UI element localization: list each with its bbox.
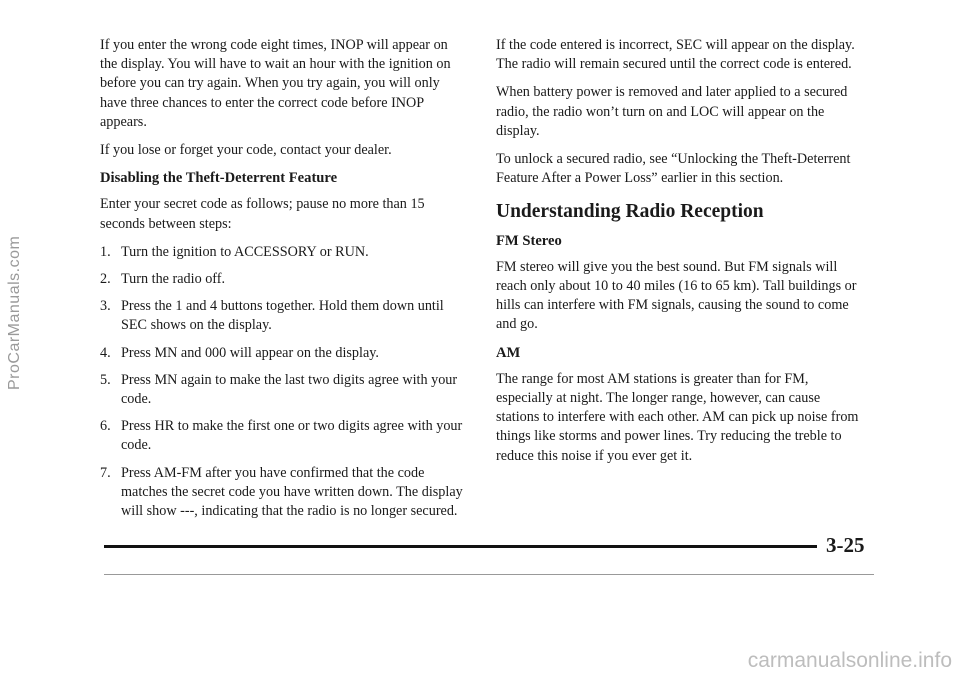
step-number: 7.: [100, 464, 111, 481]
footer-rule: [104, 545, 817, 548]
step-number: 4.: [100, 344, 111, 361]
step-number: 2.: [100, 271, 111, 288]
step-number: 5.: [100, 371, 111, 388]
am-heading: AM: [496, 344, 521, 361]
right-column: [496, 36, 861, 475]
left-paragraph-forget-code: If you lose or forget your code, contact your dealer.: [100, 142, 392, 159]
step-item: [100, 297, 465, 335]
section-title: Understanding Radio Reception: [496, 201, 764, 223]
step-item: [100, 464, 465, 522]
step-item: [100, 270, 465, 289]
step-number: 6.: [100, 418, 111, 435]
steps-list: [100, 243, 465, 521]
right-paragraph-incorrect-code: If the code entered is incorrect, SEC will appear on the display. The radio will remain secured until the correct code is entered.: [496, 37, 855, 73]
side-watermark: ProCarManuals.com: [6, 235, 23, 390]
step-item: [100, 371, 465, 409]
step-number: 3.: [100, 298, 111, 315]
step-text: Turn the radio off.: [121, 271, 226, 288]
fm-paragraph: FM stereo will give you the best sound. But FM signals will reach only about 10 to 40 miles (16 to 65 km). Tall buildings or hills can interfere with FM signals, causing the sound to come and go.: [496, 258, 857, 333]
step-text: Press AM-FM after you have confirmed that the code matches the secret code you have written down. The display will show ---, indicating that the radio is no longer secured.: [121, 464, 463, 520]
footer-thin-rule: [104, 574, 874, 575]
step-item: [100, 344, 465, 363]
step-text: Press HR to make the first one or two digits agree with your code.: [121, 418, 463, 454]
left-column: [100, 36, 465, 529]
am-paragraph: The range for most AM stations is greater than for FM, especially at night. The longer range, however, can cause stations to interfere with each other. AM can pick up noise from things like storms and power lines. Try reducing the treble to reduce this noise if you ever get it.: [496, 370, 859, 464]
left-paragraph-wrong-code: If you enter the wrong code eight times, INOP will appear on the display. You will have to wait an hour with the ignition on before you can try again. When you try again, you will only have three chances to enter the correct code before INOP appears.: [100, 37, 451, 130]
steps-intro: Enter your secret code as follows; pause no more than 15 seconds between steps:: [100, 196, 425, 232]
disabling-heading: Disabling the Theft-Deterrent Feature: [100, 170, 338, 187]
step-item: [100, 417, 465, 455]
step-text: Press the 1 and 4 buttons together. Hold them down until SEC shows on the display.: [121, 298, 444, 334]
step-number: 1.: [100, 243, 111, 260]
bottom-watermark: carmanualsonline.info: [747, 649, 952, 672]
step-item: [100, 243, 465, 262]
step-text: Turn the ignition to ACCESSORY or RUN.: [121, 243, 369, 260]
fm-heading: FM Stereo: [496, 232, 562, 249]
right-paragraph-battery: When battery power is removed and later applied to a secured radio, the radio won’t turn on and LOC will appear on the display.: [496, 84, 848, 139]
page-number: 3-25: [826, 533, 865, 557]
step-text: Press MN and 000 will appear on the display.: [121, 344, 379, 361]
step-text: Press MN again to make the last two digits agree with your code.: [121, 371, 458, 408]
right-paragraph-unlock: To unlock a secured radio, see “Unlocking the Theft-Deterrent Feature After a Power Loss” earlier in this section.: [496, 151, 851, 187]
